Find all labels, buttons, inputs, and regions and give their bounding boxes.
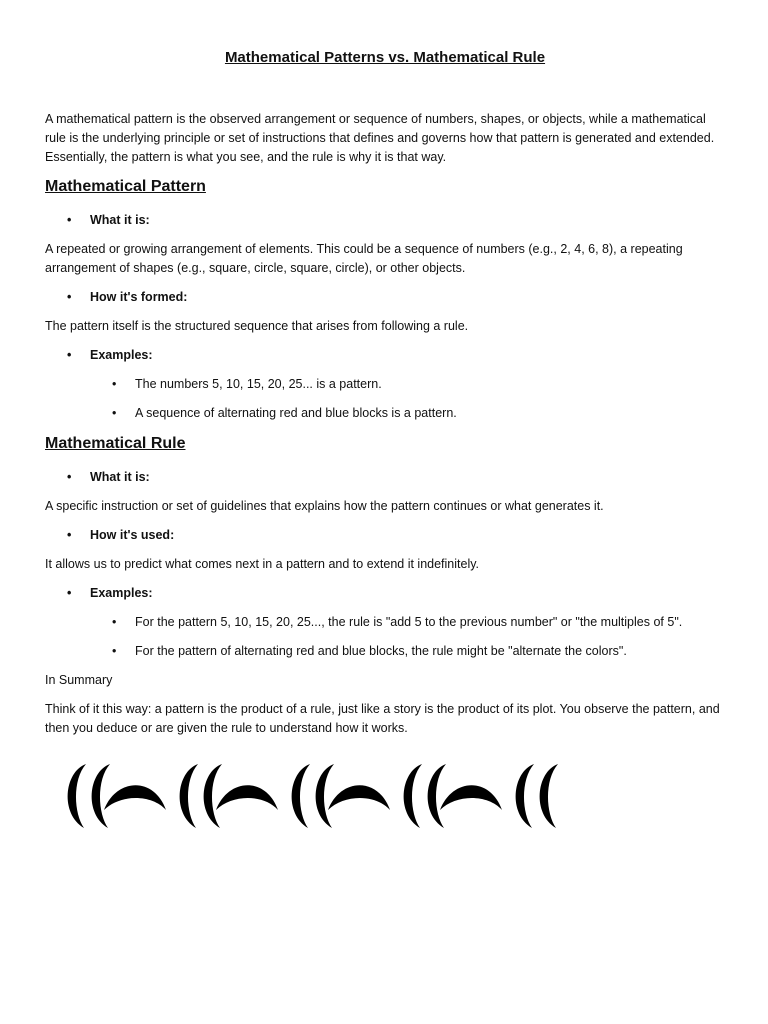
pattern-examples-label: Examples: <box>90 348 153 362</box>
crescent-left-icon <box>92 764 110 828</box>
bullet-icon: • <box>67 586 72 600</box>
pattern-what-text: A repeated or growing arrangement of elements. This could be a sequence of numbers (e.g., 2, 4, 6, 8), a repeating arrangement of shapes (e.g., square, circle, square, circle), or other objects. <box>45 242 683 275</box>
summary-label: In Summary <box>45 673 113 687</box>
rule-heading: Mathematical Rule <box>45 435 186 452</box>
pattern-example-text: A sequence of alternating red and blue blocks is a pattern. <box>135 406 457 420</box>
rule-example-text: For the pattern of alternating red and blue blocks, the rule might be "alternate the colors". <box>135 644 627 658</box>
crescent-pattern-figure <box>58 762 708 832</box>
rule-what-text: A specific instruction or set of guidelines that explains how the pattern continues or what generates it. <box>45 499 604 513</box>
bullet-icon: • <box>112 377 117 391</box>
crescent-up-icon <box>328 785 390 810</box>
pattern-how-text: The pattern itself is the structured sequence that arises from following a rule. <box>45 319 469 333</box>
summary-text: Think of it this way: a pattern is the product of a rule, just like a story is the product of its plot. You observe the pattern, and then you deduce or are given the rule to understand how it works. <box>45 702 720 735</box>
intro-paragraph: A mathematical pattern is the observed arrangement or sequence of numbers, shapes, or objects, while a mathematical rule is the underlying principle or set of instructions that defines and governs how that pattern is generated and extended. Essentially, the pattern is what you see, and the rule is why it is that way. <box>45 112 715 164</box>
crescent-up-icon <box>216 785 278 810</box>
rule-what-label: What it is: <box>90 470 150 484</box>
rule-examples-label: Examples: <box>90 586 153 600</box>
crescent-left-icon <box>404 764 422 828</box>
pattern-what-label: What it is: <box>90 213 150 227</box>
crescent-up-icon <box>440 785 502 810</box>
rule-example-text: For the pattern 5, 10, 15, 20, 25..., the rule is "add 5 to the previous number" or "the multiples of 5". <box>135 615 683 629</box>
crescent-up-icon <box>104 785 166 810</box>
rule-how-label: How it's used: <box>90 528 175 542</box>
pattern-heading: Mathematical Pattern <box>45 178 206 195</box>
crescent-left-icon <box>180 764 198 828</box>
crescent-left-icon <box>516 764 534 828</box>
crescent-left-icon <box>316 764 334 828</box>
bullet-icon: • <box>67 348 72 362</box>
crescent-left-icon <box>428 764 446 828</box>
bullet-icon: • <box>112 644 117 658</box>
bullet-icon: • <box>67 213 72 227</box>
crescent-left-icon <box>292 764 310 828</box>
bullet-icon: • <box>67 290 72 304</box>
pattern-example-text: The numbers 5, 10, 15, 20, 25... is a pattern. <box>135 377 382 391</box>
page-title: Mathematical Patterns vs. Mathematical Rule <box>224 49 546 66</box>
bullet-icon: • <box>67 528 72 542</box>
pattern-how-label: How it's formed: <box>90 290 188 304</box>
bullet-icon: • <box>112 615 117 629</box>
crescent-left-icon <box>68 764 86 828</box>
bullet-icon: • <box>112 406 117 420</box>
crescent-left-icon <box>540 764 558 828</box>
rule-how-text: It allows us to predict what comes next in a pattern and to extend it indefinitely. <box>45 557 480 571</box>
crescent-left-icon <box>204 764 222 828</box>
bullet-icon: • <box>67 470 72 484</box>
